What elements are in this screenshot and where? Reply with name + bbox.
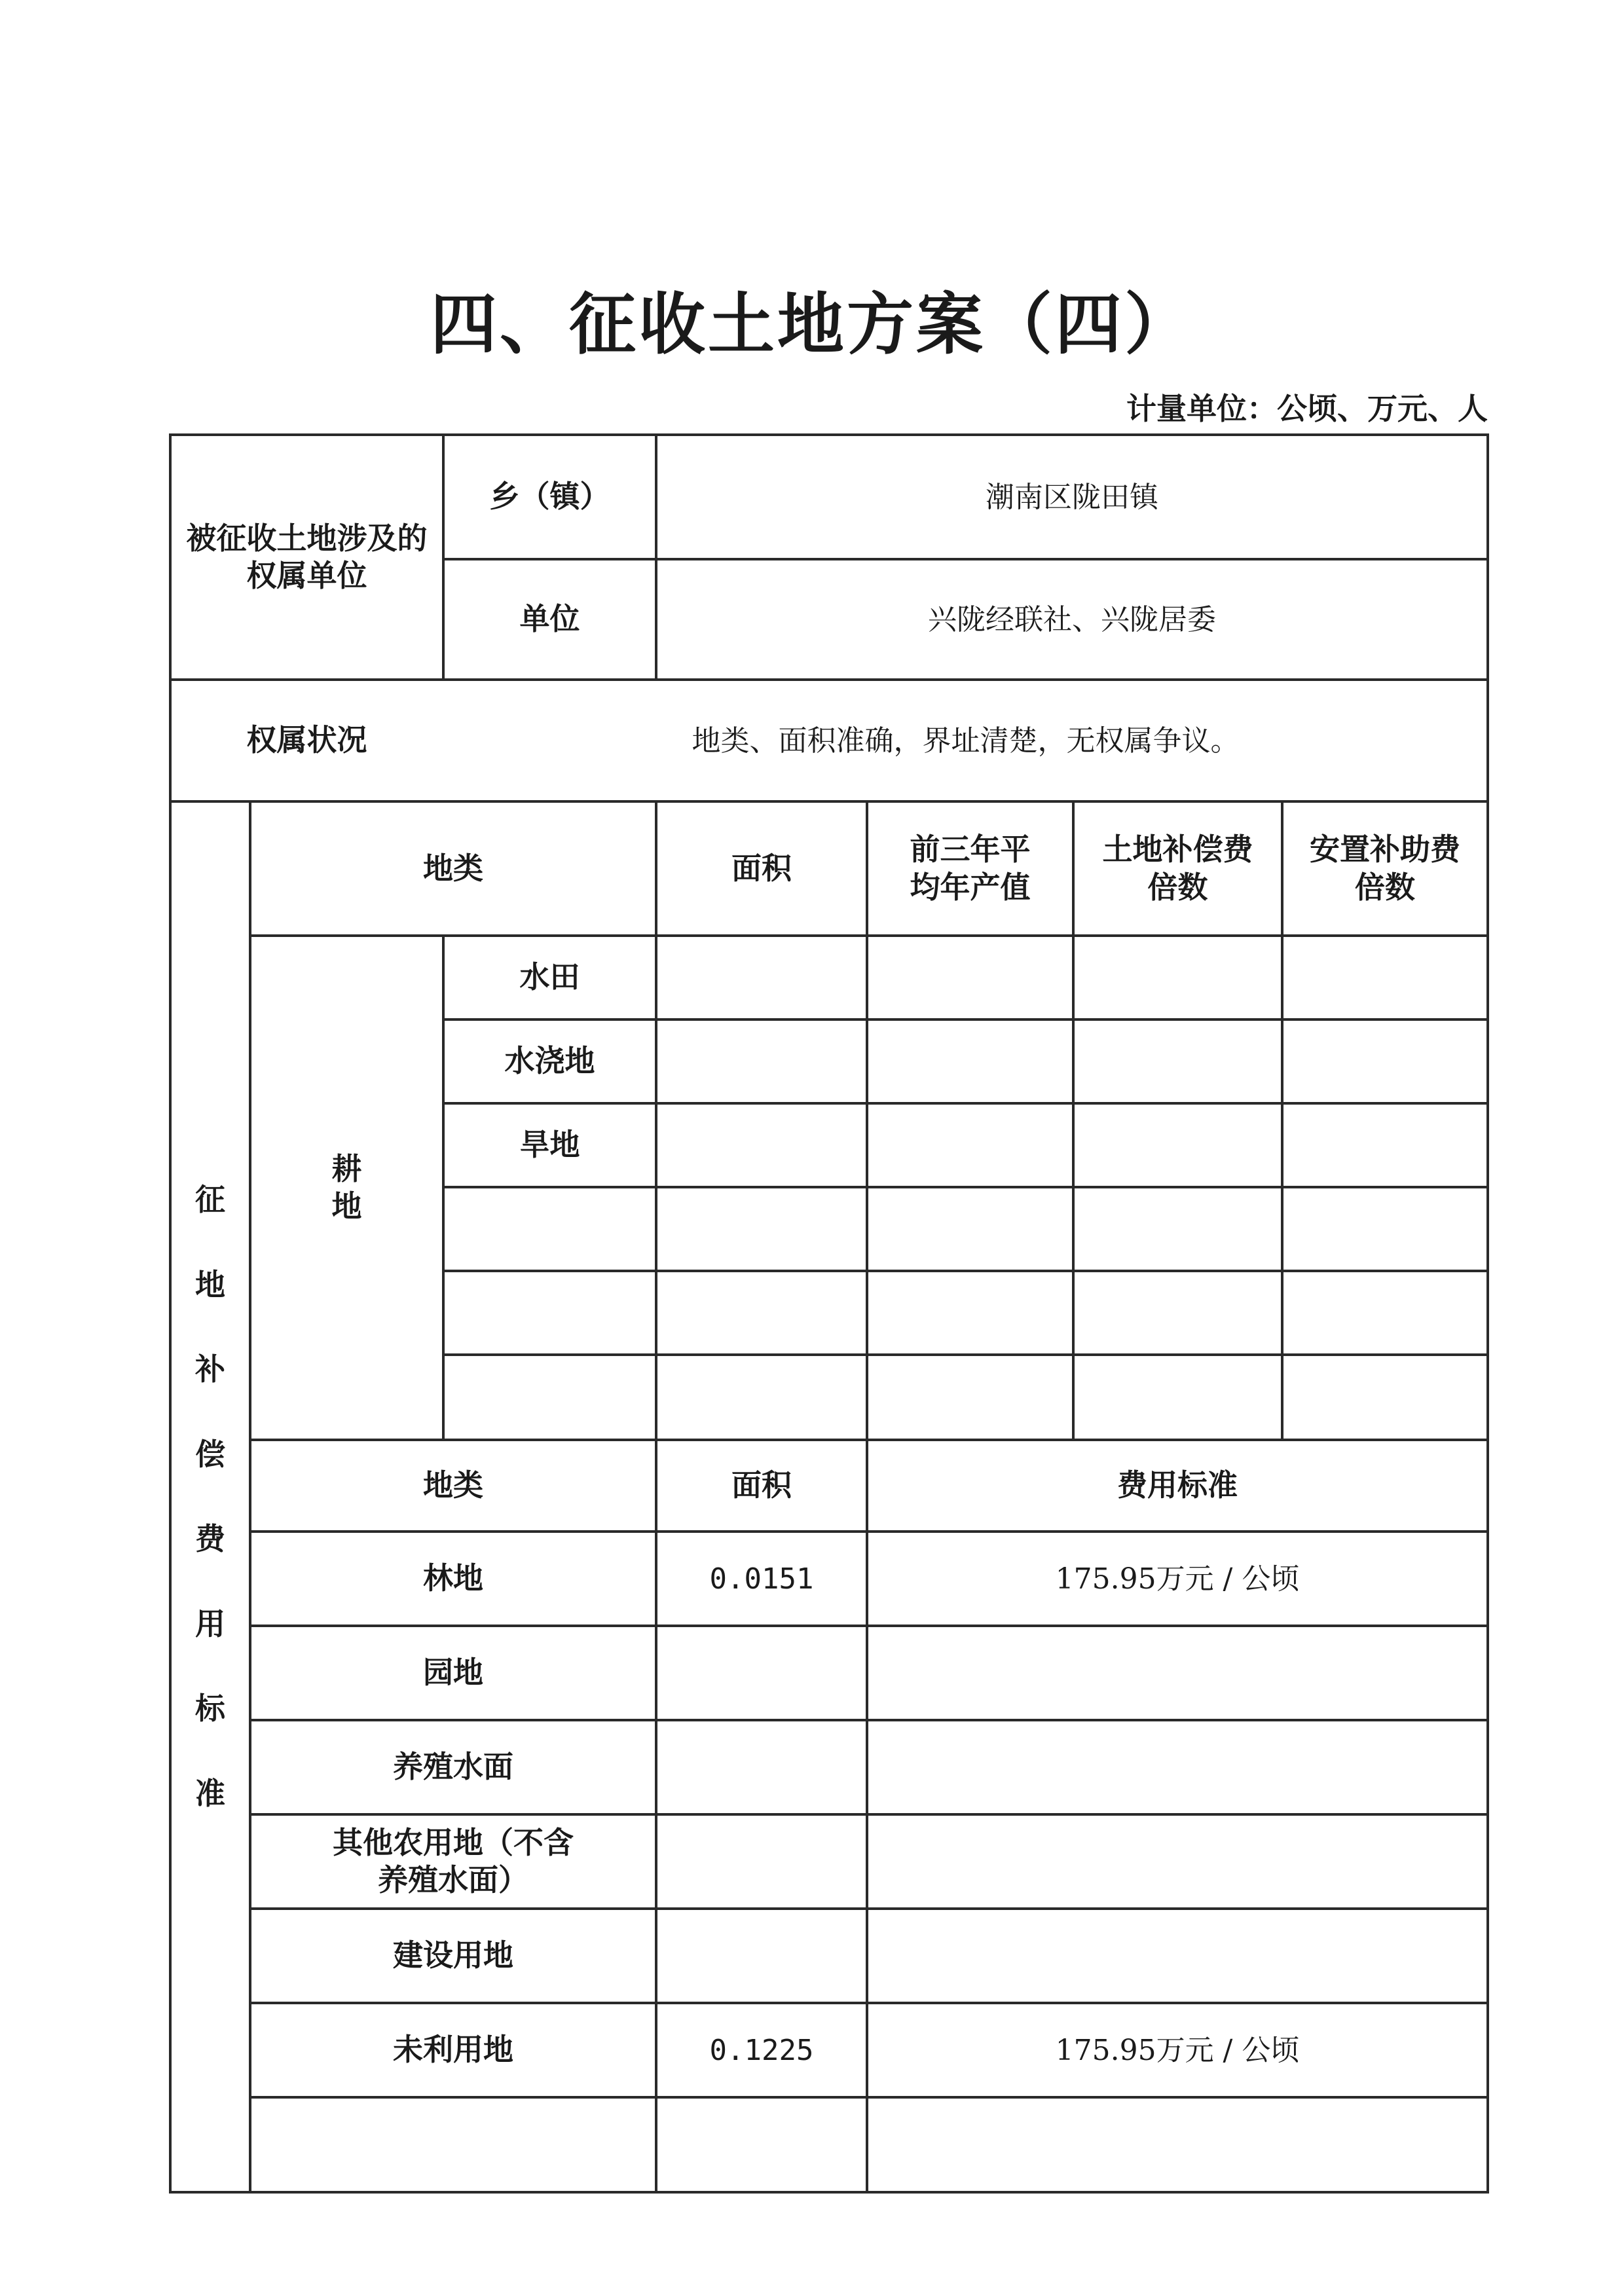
other-row-name: 养殖水面 — [393, 1749, 513, 1785]
farm-header-resettle-text: 安置补助费倍数 — [1310, 832, 1460, 905]
other-row-name — [251, 2099, 655, 2191]
unit-note: 计量单位：公顷、万元、人 — [1126, 391, 1488, 426]
other-row-standard — [868, 2099, 1486, 2191]
township-label: 乡（镇） — [489, 479, 610, 515]
other-row-area — [657, 1721, 866, 1813]
other-header-standard: 费用标准 — [1117, 1467, 1238, 1503]
side-char: 用 — [195, 1606, 225, 1642]
other-row-area — [657, 1627, 866, 1719]
farm-header-land-type: 地类 — [423, 850, 483, 886]
other-row-area — [657, 1910, 866, 2002]
other-row-standard — [868, 1721, 1486, 1813]
other-row-area — [657, 2099, 866, 2191]
table-border-bottom — [169, 2191, 1489, 2194]
township-value: 潮南区陇田镇 — [986, 480, 1158, 514]
other-header-area: 面积 — [731, 1467, 792, 1503]
other-row-name-text: 其他农用地（不含养殖水面） — [333, 1824, 574, 1898]
page-title: 四、征收土地方案（四） — [430, 285, 1194, 364]
farm-row-name: 旱地 — [519, 1127, 580, 1163]
other-row-standard — [868, 1910, 1486, 2002]
side-char: 补 — [195, 1351, 225, 1387]
other-row-standard: 175.95万元 / 公顷 — [1055, 1562, 1300, 1596]
other-row-standard: 175.95万元 / 公顷 — [1055, 2033, 1300, 2067]
farm-header-land-comp-text: 土地补偿费倍数 — [1102, 832, 1253, 905]
side-char: 费 — [195, 1521, 225, 1556]
farm-header-resettle — [1283, 803, 1486, 934]
other-row-area: 0.1225 — [709, 2033, 814, 2067]
status-label: 权属状况 — [246, 722, 367, 758]
farmland-group-label-text: 耕地 — [331, 1150, 362, 1224]
compensation-side-label — [172, 803, 249, 2191]
other-row-area: 0.0151 — [709, 1562, 814, 1596]
other-row-standard — [868, 1627, 1486, 1719]
farm-header-avg-output — [868, 803, 1072, 934]
farm-header-avg-output-text: 前三年平均年产值 — [910, 832, 1031, 905]
other-row-standard — [868, 1816, 1486, 1907]
side-char: 地 — [195, 1266, 225, 1302]
unit-label: 单位 — [519, 601, 580, 637]
side-char: 偿 — [195, 1436, 225, 1472]
farm-row-name: 水田 — [519, 959, 580, 995]
unit-value: 兴陇经联社、兴陇居委 — [928, 602, 1216, 636]
side-char: 征 — [195, 1182, 225, 1217]
status-value: 地类、面积准确，界址清楚，无权属争议。 — [692, 724, 1240, 758]
other-row-name: 未利用地 — [393, 2032, 513, 2068]
farm-row-name — [445, 1188, 655, 1270]
other-header-land-type: 地类 — [423, 1467, 483, 1503]
ownership-label — [172, 436, 442, 678]
farm-header-area: 面积 — [731, 850, 792, 886]
side-char: 准 — [195, 1775, 225, 1811]
farm-row-name — [445, 1356, 655, 1439]
other-row-name: 园地 — [423, 1655, 483, 1691]
farm-row-name: 水浇地 — [504, 1043, 595, 1079]
table-border-right — [1486, 433, 1489, 2194]
ownership-label-text: 被征收土地涉及的权属单位 — [186, 520, 428, 593]
other-row-name — [251, 1816, 655, 1907]
other-row-name: 建设用地 — [393, 1937, 513, 1974]
farmland-group-label — [251, 937, 442, 1439]
farm-row-name — [445, 1272, 655, 1353]
other-row-area — [657, 1816, 866, 1907]
farm-header-land-comp — [1075, 803, 1281, 934]
other-row-name: 林地 — [423, 1560, 483, 1596]
side-char: 标 — [195, 1691, 225, 1726]
